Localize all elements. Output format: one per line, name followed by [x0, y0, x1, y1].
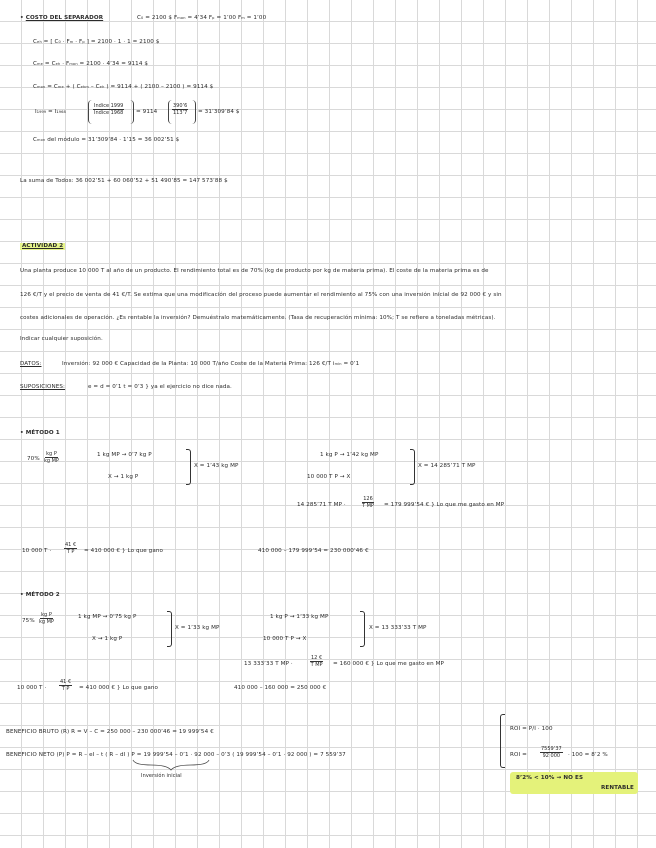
- metodo2-result1: X = 1’33 kg MP: [175, 625, 220, 631]
- suma-total: La suma de Todos: 36 002’51 + 60 060’52 + 51 490’85 = 147 573’88 $: [20, 178, 228, 184]
- verdict-line2: RENTABLE: [601, 785, 634, 791]
- fraction-numerator: kg P: [46, 451, 57, 457]
- fraction-denominator: 92 000: [542, 753, 561, 759]
- actividad-paragraph-line1: Una planta produce 10 000 T al año de un producto. El rendimiento total es de 70% (kg de producto por kg de materia prima). El coste de la materia prima es de: [20, 268, 489, 274]
- metodo2-rule2: X → 1 kg P: [92, 636, 123, 642]
- separador-line3: Cₘₒₙ = Cₘₑ + ( Cₑₕₘ – Cₑₕ ) = 9114 + ( 2100 – 2100 ) = 9114 $: [33, 84, 214, 90]
- separador-line2: Cₘₑ = Cₑₕ · Fₘₒₙ = 2100 · 4’34 = 9114 $: [33, 61, 149, 67]
- separador-title-text: COSTO DEL SEPARADOR: [25, 15, 104, 21]
- separador-line4-rhs: = 31’309’84 $: [198, 109, 240, 115]
- roi-calc-fraction: [540, 746, 563, 759]
- separador-line1: Cₑₕ = [ C₀ · Fₘ · Fₚ ] = 2100 · 1 · 1 = 2100 $: [33, 39, 160, 45]
- indice-fraction: [93, 103, 124, 116]
- fraction-denominator: kg MP: [39, 619, 54, 625]
- metodo1-profit: 410 000 – 179 999’54 = 230 000’46 €: [258, 548, 369, 554]
- metodo1-rule3: 1 kg P → 1’42 kg MP: [320, 452, 379, 458]
- actividad-title: ACTIVIDAD 2: [22, 243, 64, 249]
- metodo1-mp-cost-fraction: [362, 496, 374, 509]
- inversion-underbrace: [131, 758, 211, 772]
- separador-params: C₀ = 2100 $ Fₘₒₙ = 4’34 Fₚ = 1’00 Fₘ = 1’00: [137, 15, 267, 21]
- separador-line4-lhs: I₁₉₉₉ = I₁₉₆₈: [35, 109, 66, 115]
- fraction-denominator: T MP: [310, 662, 323, 668]
- metodo1-income-lhs: 10 000 T ·: [22, 548, 52, 554]
- metodo2-pct-fraction: [39, 612, 54, 625]
- metodo1-rule2: X → 1 kg P: [108, 474, 139, 480]
- datos-label: DATOS:: [20, 361, 42, 367]
- metodo1-result1: X = 1’43 kg MP: [194, 463, 239, 469]
- separador-line5: Cₘₒₙ del módulo = 31’309’84 · 1’15 = 36 002’51 $: [33, 137, 180, 143]
- metodo2-title: • MÉTODO 2: [20, 592, 60, 598]
- bullet: •: [20, 15, 24, 21]
- brace: [410, 449, 415, 485]
- suposiciones-label: SUPOSICIONES:: [20, 384, 66, 390]
- separador-title: [20, 15, 103, 22]
- fraction-denominator: Indice 1968: [94, 110, 124, 116]
- fraction-numerator: 41 €: [65, 542, 77, 548]
- fraction-numerator: 7559’37: [541, 746, 562, 752]
- inversion-inicial-label: Inversión inicial: [141, 773, 182, 779]
- roi-formula: ROI = P/I · 100: [510, 726, 553, 732]
- actividad-paragraph-line4: Indicar cualquier suposición.: [20, 336, 103, 342]
- brace: [167, 611, 172, 647]
- fraction-numerator: Indice 1999: [94, 103, 124, 109]
- metodo2-rule4: 10 000 T P → X: [263, 636, 307, 642]
- indice-values-fraction: [172, 103, 188, 116]
- verdict-line1: 8’2% < 10% → NO ES: [516, 775, 584, 781]
- suposiciones-values: e = d = 0’1 t = 0’3 } ya el ejercicio no dice nada.: [88, 384, 232, 390]
- fraction-numerator: 126: [363, 496, 373, 502]
- metodo2-income-rhs: = 410 000 € } Lo que gano: [79, 685, 159, 691]
- metodo2-rule1: 1 kg MP → 0’75 kg P: [78, 614, 137, 620]
- beneficio-neto: BENEFICIO NETO (P) P = R – eI – t ( R – dI ) P = 19 999’54 – 0’1 · 92 000 – 0’3 ( 19 999’54 – 0’1 · 92 000 ) = 7 559’37: [6, 752, 346, 758]
- metodo2-income-fraction: [59, 679, 72, 692]
- metodo2-income-lhs: 10 000 T ·: [17, 685, 47, 691]
- actividad-paragraph-line2: 126 €/T y el precio de venta de 41 €/T. Se estima que una modificación del proceso puede aumentar el rendimiento al 75% con una inversión inicial de 92 000 € y sin: [20, 292, 502, 298]
- metodo1-rule1: 1 kg MP → 0’7 kg P: [97, 452, 152, 458]
- roi-calc-lhs: ROI =: [510, 752, 527, 758]
- actividad-paragraph-line3: costes adicionales de operación. ¿Es rentable la inversión? Demuéstralo matemáticamente. (Tasa de recuperación mínima: 10%; T se refiere a toneladas métricas).: [20, 315, 496, 321]
- metodo2-mp-cost-lhs: 13 333’33 T MP ·: [244, 661, 293, 667]
- beneficio-bruto: BENEFICIO BRUTO (R) R = V – C = 250 000 – 230 000’46 = 19 999’54 €: [6, 729, 214, 735]
- metodo2-mp-cost-rhs: = 160 000 € } Lo que me gasto en MP: [333, 661, 445, 667]
- roi-calc-rhs: · 100 = 8’2 %: [568, 752, 608, 758]
- fraction-denominator: T P: [66, 549, 75, 555]
- metodo1-mp-cost-rhs: = 179 999’54 € } Lo que me gasto en MP: [384, 502, 505, 508]
- metodo2-result2: X = 13 333’33 T MP: [369, 625, 427, 631]
- metodo1-pct-fraction: [44, 451, 59, 464]
- metodo2-rule3: 1 kg P → 1’33 kg MP: [270, 614, 329, 620]
- fraction-numerator: 12 €: [311, 655, 323, 661]
- fraction-denominator: T P: [61, 686, 70, 692]
- fraction-numerator: kg P: [41, 612, 52, 618]
- datos-values: Inversión: 92 000 € Capacidad de la Planta: 10 000 T/año Coste de la Materia Prima: 126 €/T iₘᵢₙ = 0’1: [62, 361, 360, 367]
- brace: [360, 611, 365, 647]
- fraction-denominator: kg MP: [44, 458, 59, 464]
- separador-line4-mid: = 9114: [136, 109, 158, 115]
- metodo1-pct: 70%: [27, 456, 40, 462]
- roi-brace: [500, 714, 505, 768]
- fraction-numerator: 390’6: [173, 103, 188, 109]
- brace: [186, 449, 191, 485]
- metodo2-pct: 75%: [22, 618, 35, 624]
- fraction-numerator: 41 €: [60, 679, 72, 685]
- metodo1-mp-cost-lhs: 14 285’71 T MP ·: [297, 502, 346, 508]
- metodo1-rule4: 10 000 T P → X: [307, 474, 351, 480]
- metodo1-result2: X = 14 285’71 T MP: [418, 463, 476, 469]
- metodo2-mp-cost-fraction: [310, 655, 323, 668]
- metodo1-income-rhs: = 410 000 € } Lo que gano: [84, 548, 164, 554]
- metodo1-income-fraction: [64, 542, 77, 555]
- metodo1-title: • MÉTODO 1: [20, 430, 60, 436]
- metodo2-profit: 410 000 – 160 000 = 250 000 €: [234, 685, 327, 691]
- fraction-denominator: T MP: [362, 503, 374, 509]
- fraction-denominator: 113’7: [173, 110, 188, 116]
